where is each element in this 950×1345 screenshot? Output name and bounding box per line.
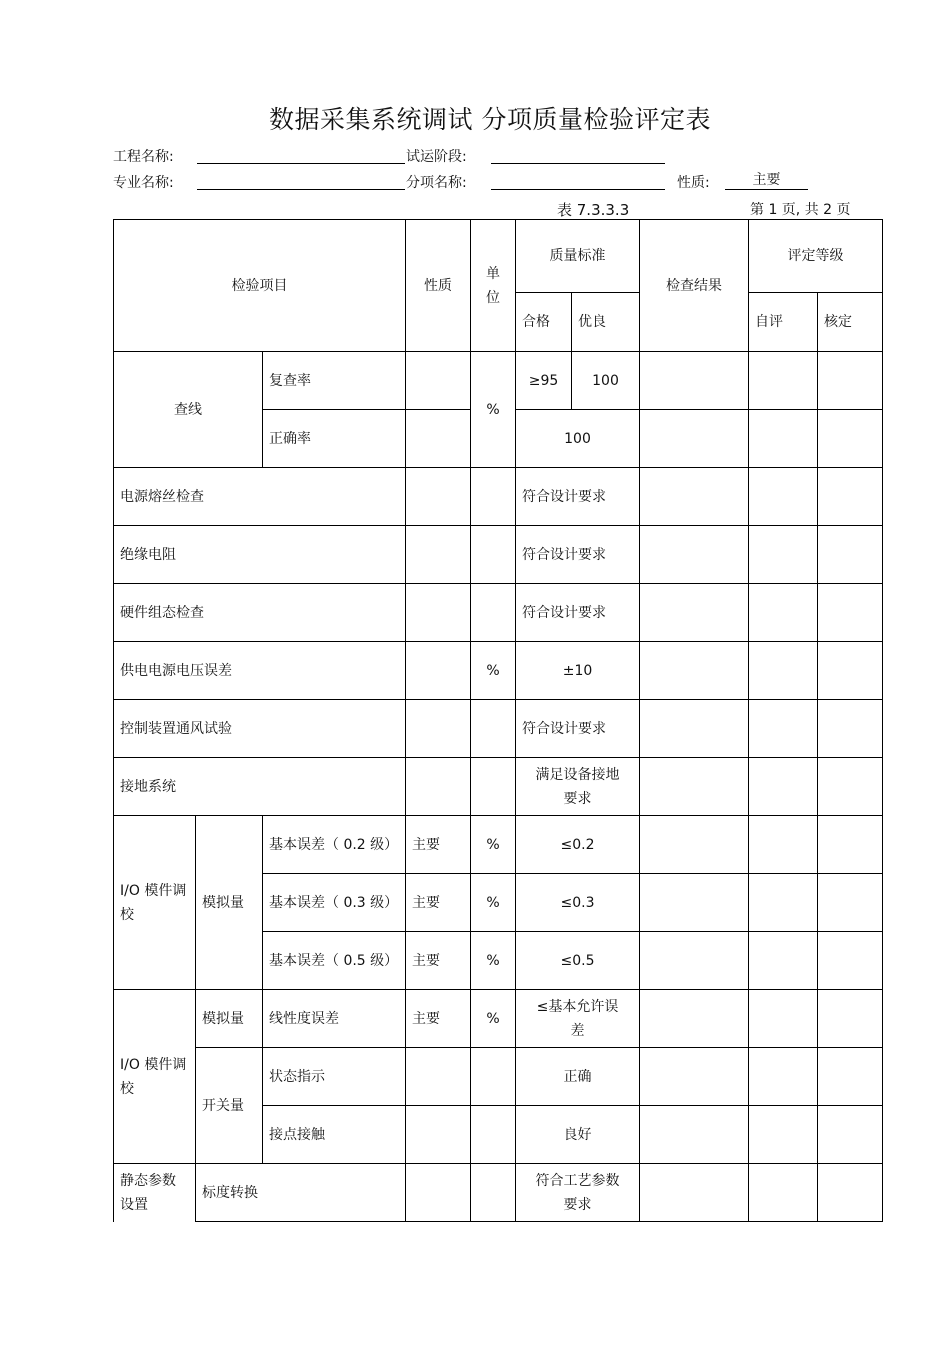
verify-cell[interactable] [818,468,883,526]
result-cell[interactable] [640,816,749,874]
table-row [114,816,883,874]
nature-cell [406,584,471,642]
verify-cell[interactable] [818,1106,883,1164]
result-cell[interactable] [640,1106,749,1164]
page-info: 第 1 页, 共 2 页 [750,202,851,218]
verify-cell[interactable] [818,990,883,1048]
nature-cell [406,1164,471,1222]
self-cell[interactable] [749,410,818,468]
table-row [114,990,883,1048]
nature-cell [406,1048,471,1106]
self-cell[interactable] [749,874,818,932]
item-label: 控制装置通风试验 [114,700,406,758]
verify-cell[interactable] [818,758,883,816]
analog-label: 模拟量 [196,990,263,1048]
nature-cell: 主要 [406,874,471,932]
item-label: 绝缘电阻 [114,526,406,584]
verify-cell[interactable] [818,352,883,410]
verify-cell[interactable] [818,584,883,642]
trial-stage-label: 试运阶段: [406,149,467,165]
static-param-label: 静态参数设置 [114,1164,196,1222]
item-label: 接点接触 [263,1106,406,1164]
verify-cell[interactable] [818,1048,883,1106]
self-cell[interactable] [749,700,818,758]
nature-cell [406,526,471,584]
self-cell[interactable] [749,932,818,990]
col-pass-header: 合格 [516,293,572,352]
item-label: 电源熔丝检查 [114,468,406,526]
item-label: 硬件组态检查 [114,584,406,642]
sub-item-label: 分项名称: [406,175,467,191]
unit-cell [471,1048,516,1106]
table-row [114,1164,883,1222]
result-cell[interactable] [640,700,749,758]
project-name-field[interactable] [197,163,405,164]
col-standard-header: 质量标准 [516,220,640,293]
verify-cell[interactable] [818,874,883,932]
self-cell[interactable] [749,468,818,526]
unit-cell [471,700,516,758]
result-cell[interactable] [640,410,749,468]
nature-value: 主要 [725,172,808,190]
result-cell[interactable] [640,874,749,932]
result-cell[interactable] [640,584,749,642]
result-cell[interactable] [640,1048,749,1106]
self-cell[interactable] [749,758,818,816]
verify-cell[interactable] [818,700,883,758]
check-line-label: 查线 [114,352,263,468]
result-cell[interactable] [640,526,749,584]
item-label: 状态指示 [263,1048,406,1106]
nature-cell: 主要 [406,990,471,1048]
standard-value: 符合设计要求 [516,468,640,526]
standard-value: 良好 [516,1106,640,1164]
inspection-table [113,219,883,1222]
unit-cell [471,468,516,526]
project-name-label: 工程名称: [113,149,174,165]
table-row [114,1048,883,1106]
switch-label: 开关量 [196,1048,263,1164]
self-cell[interactable] [749,352,818,410]
unit-cell: % [471,816,516,874]
standard-value: ≤基本允许误差 [516,990,640,1048]
verify-cell[interactable] [818,526,883,584]
unit-cell: % [471,642,516,700]
standard-value: 符合设计要求 [516,584,640,642]
accuracy-rate-label: 正确率 [263,410,406,468]
page-title: 数据采集系统调试 分项质量检验评定表 [269,105,711,134]
unit-cell [471,758,516,816]
result-cell[interactable] [640,758,749,816]
recheck-rate-label: 复查率 [263,352,406,410]
result-cell[interactable] [640,932,749,990]
standard-value: 符合工艺参数要求 [516,1164,640,1222]
result-cell[interactable] [640,1164,749,1222]
nature-cell [406,758,471,816]
standard-value: ≤0.2 [516,816,640,874]
standard-value: ≤0.5 [516,932,640,990]
item-label: 线性度误差 [263,990,406,1048]
col-nature-header: 性质 [406,220,471,352]
analog-label: 模拟量 [196,816,263,990]
unit-cell [471,584,516,642]
col-excellent-header: 优良 [572,293,640,352]
standard-value: 正确 [516,1048,640,1106]
standard-value: 符合设计要求 [516,526,640,584]
item-label: 基本误差（ 0.5 级） [263,932,406,990]
result-cell[interactable] [640,990,749,1048]
verify-cell[interactable] [818,410,883,468]
table-row [114,700,883,758]
nature-cell [406,410,471,468]
item-label: 标度转换 [196,1164,406,1222]
standard-value: 满足设备接地要求 [516,758,640,816]
verify-cell[interactable] [818,1164,883,1222]
unit-cell: % [471,932,516,990]
self-cell[interactable] [749,526,818,584]
nature-cell [406,352,471,410]
nature-label: 性质: [677,175,710,191]
item-label: 基本误差（ 0.3 级） [263,874,406,932]
verify-cell[interactable] [818,932,883,990]
self-cell[interactable] [749,642,818,700]
item-label: 基本误差（ 0.2 级） [263,816,406,874]
standard-value: ≤0.3 [516,874,640,932]
trial-stage-field[interactable] [491,163,665,164]
table-number: 表 7.3.3.3 [557,201,630,219]
nature-cell: 主要 [406,816,471,874]
unit-cell [471,1106,516,1164]
col-verify-header: 核定 [818,293,883,352]
table-row [114,468,883,526]
self-cell[interactable] [749,1106,818,1164]
self-cell[interactable] [749,584,818,642]
pass-value: ≥95 [516,352,572,410]
unit-cell [471,526,516,584]
col-rating-header: 评定等级 [749,220,883,293]
specialty-field[interactable] [197,189,405,190]
unit-cell: % [471,990,516,1048]
specialty-label: 专业名称: [113,175,174,191]
nature-cell [406,468,471,526]
result-cell[interactable] [640,352,749,410]
unit-cell: % [471,874,516,932]
nature-cell: 主要 [406,932,471,990]
col-item-header: 检验项目 [114,220,406,352]
result-cell[interactable] [640,468,749,526]
sub-item-field[interactable] [491,189,665,190]
result-cell[interactable] [640,642,749,700]
item-label: 接地系统 [114,758,406,816]
nature-cell [406,1106,471,1164]
table-row [114,642,883,700]
col-self-header: 自评 [749,293,818,352]
self-cell[interactable] [749,816,818,874]
verify-cell[interactable] [818,642,883,700]
table-row [114,352,883,410]
self-cell[interactable] [749,1048,818,1106]
excellent-value: 100 [572,352,640,410]
io-module-label: I/O 模件调校 [114,816,196,990]
standard-value: 符合设计要求 [516,700,640,758]
verify-cell[interactable] [818,816,883,874]
table-row [114,584,883,642]
unit-cell [471,1164,516,1222]
standard-value: ±10 [516,642,640,700]
standard-value: 100 [516,410,640,468]
unit-cell: % [471,352,516,468]
nature-cell [406,700,471,758]
table-row [114,526,883,584]
col-unit-header: 单 位 [471,220,516,352]
io-module-label: I/O 模件调校 [114,990,196,1164]
self-cell[interactable] [749,990,818,1048]
nature-cell [406,642,471,700]
table-row [114,758,883,816]
item-label: 供电电源电压误差 [114,642,406,700]
col-result-header: 检查结果 [640,220,749,352]
self-cell[interactable] [749,1164,818,1222]
